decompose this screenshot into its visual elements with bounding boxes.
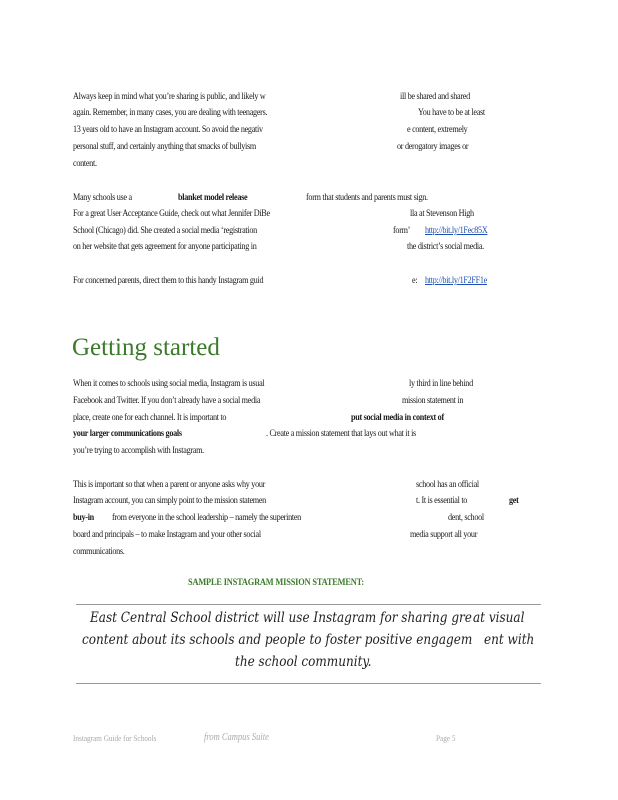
body-text: or derogatory images or bbox=[397, 142, 469, 152]
quote-text: at visual bbox=[473, 610, 525, 626]
bottom-divider bbox=[76, 683, 541, 684]
top-divider bbox=[76, 604, 541, 605]
body-text: School (Chicago) did. She created a social media ‘registration bbox=[73, 226, 257, 236]
bold-text: your larger communications goals bbox=[73, 429, 182, 439]
bold-text: get bbox=[509, 496, 519, 506]
body-text: ly third in line behind bbox=[409, 379, 473, 389]
section-heading: Getting started bbox=[72, 334, 220, 361]
bold-text: put social media in context of bbox=[351, 413, 444, 423]
body-text: 13 years old to have an Instagram account. So avoid the negativ bbox=[73, 125, 263, 135]
body-text: communications. bbox=[73, 547, 125, 557]
footer-title: Instagram Guide for Schools bbox=[73, 733, 157, 743]
body-text: form’ bbox=[393, 226, 411, 236]
body-text: Always keep in mind what you’re sharing is public, and likely w bbox=[73, 92, 266, 102]
body-text: mission statement in bbox=[402, 396, 464, 406]
quote-text: content about its schools and people to foster positive engagem bbox=[82, 632, 473, 648]
body-text: t. It is essential to bbox=[416, 496, 468, 506]
quote-text: the school community. bbox=[235, 654, 372, 670]
body-text: Instagram account, you can simply point to the mission statemen bbox=[73, 496, 266, 506]
mission-statement-caption: SAMPLE INSTAGRAM MISSION STATEMENT: bbox=[188, 578, 365, 588]
body-text: school has an official bbox=[416, 480, 479, 490]
body-text: ill be shared and shared bbox=[400, 92, 470, 102]
body-text: This is important so that when a parent or anyone asks why your bbox=[73, 480, 266, 490]
body-text: on her website that gets agreement for anyone participating in bbox=[73, 242, 257, 252]
body-text: For a great User Acceptance Guide, check out what Jennifer DiBe bbox=[73, 209, 270, 219]
footer-source: from Campus Suite bbox=[204, 732, 269, 743]
quote-text: East Central School district will use Instagram for sharing gre bbox=[90, 610, 472, 626]
body-text: You have to be at least bbox=[418, 108, 485, 118]
body-text: For concerned parents, direct them to this handy Instagram guid bbox=[73, 276, 264, 286]
bold-text: buy-in bbox=[73, 513, 94, 523]
body-text: . Create a mission statement that lays out what it is bbox=[266, 429, 416, 439]
registration-form-link[interactable]: http://bit.ly/1Fec85X bbox=[425, 226, 488, 236]
body-text: you’re trying to accomplish with Instagram. bbox=[73, 446, 204, 456]
bold-text: blanket model release bbox=[178, 193, 248, 203]
body-text: the district’s social media. bbox=[407, 242, 484, 252]
body-text: content. bbox=[73, 159, 97, 169]
page-number: Page 5 bbox=[436, 733, 456, 743]
body-text: form that students and parents must sign. bbox=[306, 193, 428, 203]
body-text: from everyone in the school leadership – namely the superinten bbox=[112, 513, 301, 523]
instagram-guide-link[interactable]: http://bit.ly/1F2FF1e bbox=[425, 276, 488, 286]
body-text: lla at Stevenson High bbox=[410, 209, 474, 219]
body-text: dent, school bbox=[448, 513, 484, 523]
body-text: board and principals – to make Instagram and your other social bbox=[73, 530, 261, 540]
body-text: e content, extremely bbox=[407, 125, 468, 135]
body-text: Many schools use a bbox=[73, 193, 132, 203]
body-text: place, create one for each channel. It is important to bbox=[73, 413, 227, 423]
body-text: media support all your bbox=[410, 530, 478, 540]
body-text: e: bbox=[412, 276, 418, 286]
body-text: personal stuff, and certainly anything that smacks of bullyism bbox=[73, 142, 256, 152]
body-text: again. Remember, in many cases, you are dealing with teenagers. bbox=[73, 108, 268, 118]
body-text: When it comes to schools using social media, Instagram is usual bbox=[73, 379, 265, 389]
body-text: Facebook and Twitter. If you don’t already have a social media bbox=[73, 396, 261, 406]
quote-text: ent with bbox=[484, 632, 535, 648]
